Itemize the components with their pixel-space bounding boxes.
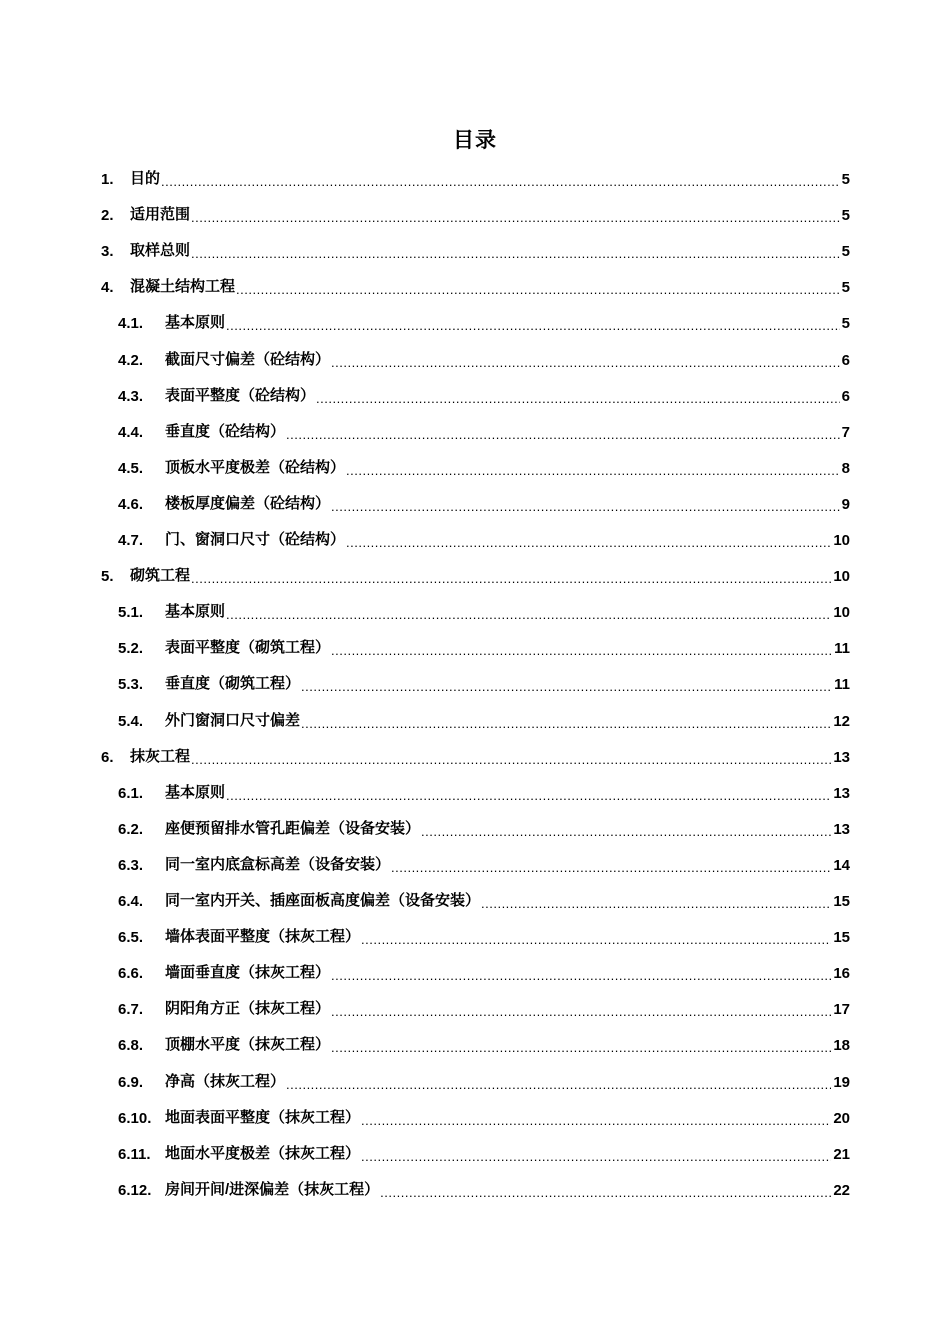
toc-entry-number: 5.2. xyxy=(118,640,144,658)
toc-entry-label: 基本原则 xyxy=(165,314,226,332)
toc-entry-number: 6.9. xyxy=(118,1073,144,1091)
toc-entry-number: 4.1. xyxy=(118,315,144,333)
toc-entry-page-number: 22 xyxy=(833,1181,850,1199)
toc-entry[interactable] xyxy=(118,848,850,874)
toc-entry-number: 6.7. xyxy=(118,1001,144,1019)
toc-entry[interactable] xyxy=(118,776,850,802)
toc-dot-leader xyxy=(361,1108,831,1127)
toc-dot-leader xyxy=(331,494,840,513)
toc-entry-label: 截面尺寸偏差（砼结构） xyxy=(165,350,331,368)
toc-entry-number: 4. xyxy=(101,279,114,297)
toc-entry-number: 4.3. xyxy=(118,387,144,405)
toc-entry-label: 楼板厚度偏差（砼结构） xyxy=(165,494,331,512)
toc-dot-leader xyxy=(481,891,831,910)
toc-entry-label: 净高（抹灰工程） xyxy=(165,1072,286,1090)
toc-entry-label: 地面水平度极差（抹灰工程） xyxy=(165,1144,361,1162)
toc-entry-number: 5.1. xyxy=(118,604,144,622)
toc-entry-page-number: 7 xyxy=(841,423,850,441)
toc-dot-leader xyxy=(286,1072,831,1091)
toc-dot-leader xyxy=(346,530,831,549)
toc-entry-label: 同一室内开关、插座面板高度偏差（设备安装） xyxy=(165,892,481,909)
toc-entry-page-number: 21 xyxy=(833,1145,850,1163)
toc-entry-number: 5. xyxy=(101,568,114,586)
toc-entry-page-number: 17 xyxy=(833,1001,850,1019)
toc-dot-leader xyxy=(301,711,831,730)
toc-entry[interactable] xyxy=(101,234,850,260)
toc-entry[interactable] xyxy=(118,992,850,1018)
toc-dot-leader xyxy=(361,1144,831,1163)
toc-entry-page-number: 6 xyxy=(841,387,850,405)
toc-entry-number: 6.1. xyxy=(118,784,144,802)
toc-entry[interactable] xyxy=(118,884,850,910)
toc-entry-page-number: 9 xyxy=(841,495,850,513)
toc-entry-page-number: 12 xyxy=(833,712,850,730)
toc-entry-number: 6.4. xyxy=(118,893,144,910)
toc-entry-page-number: 14 xyxy=(833,856,850,874)
toc-dot-leader xyxy=(226,783,831,802)
toc-dot-leader xyxy=(331,350,840,369)
toc-entry[interactable] xyxy=(118,704,850,730)
toc-dot-leader xyxy=(331,638,832,657)
toc-entry-page-number: 15 xyxy=(833,893,850,910)
toc-entry-label: 取样总则 xyxy=(130,242,191,260)
toc-dot-leader xyxy=(191,747,831,766)
toc-dot-leader xyxy=(161,169,840,188)
toc-entry-label: 房间开间/进深偏差（抹灰工程） xyxy=(165,1180,380,1198)
toc-entry-number: 4.4. xyxy=(118,423,144,441)
toc-entry-number: 6.10. xyxy=(118,1109,152,1127)
toc-dot-leader xyxy=(421,819,831,838)
toc-entry-label: 地面表面平整度（抹灰工程） xyxy=(165,1108,361,1126)
toc-entry[interactable] xyxy=(101,740,850,766)
toc-entry-number: 6. xyxy=(101,748,114,766)
toc-entry-page-number: 13 xyxy=(833,784,850,802)
toc-entry[interactable] xyxy=(118,343,850,369)
toc-dot-leader xyxy=(226,313,840,332)
toc-entry-label: 垂直度（砌筑工程） xyxy=(165,675,301,693)
toc-dot-leader xyxy=(286,422,840,441)
toc-entry-page-number: 11 xyxy=(834,640,850,658)
toc-entry[interactable] xyxy=(118,1065,850,1091)
toc-entry-label: 适用范围 xyxy=(130,206,191,224)
toc-entry-page-number: 5 xyxy=(841,207,850,225)
toc-entry-number: 2. xyxy=(101,207,114,225)
toc-entry[interactable] xyxy=(118,631,850,657)
toc-entry-page-number: 10 xyxy=(833,604,850,622)
toc-entry-label: 顶棚水平度（抹灰工程） xyxy=(165,1036,331,1054)
toc-entry-page-number: 5 xyxy=(841,315,850,333)
toc-entry-label: 表面平整度（砌筑工程） xyxy=(165,639,331,657)
toc-entry-number: 1. xyxy=(101,171,114,188)
toc-entry[interactable] xyxy=(118,956,850,982)
toc-entry[interactable] xyxy=(118,306,850,332)
toc-entry[interactable] xyxy=(118,379,850,405)
toc-entry[interactable] xyxy=(118,595,850,621)
toc-entry-number: 5.3. xyxy=(118,676,144,694)
toc-entry-label: 砌筑工程 xyxy=(130,567,191,585)
toc-entry-page-number: 5 xyxy=(841,171,850,188)
toc-entry-number: 6.2. xyxy=(118,820,144,838)
toc-entry[interactable] xyxy=(101,162,850,188)
toc-entry-page-number: 5 xyxy=(841,279,850,297)
toc-dot-leader xyxy=(331,1035,831,1054)
toc-dot-leader xyxy=(331,963,831,982)
toc-entry-label: 垂直度（砼结构） xyxy=(165,422,286,440)
toc-entry-label: 墙面垂直度（抹灰工程） xyxy=(165,964,331,982)
toc-entry-number: 6.11. xyxy=(118,1145,151,1163)
toc-entry-label: 门、窗洞口尺寸（砼结构） xyxy=(165,531,346,548)
toc-entry[interactable] xyxy=(118,1137,850,1163)
toc-entry[interactable] xyxy=(118,667,850,693)
toc-entry-number: 5.4. xyxy=(118,712,144,730)
toc-entry-page-number: 10 xyxy=(833,532,850,549)
toc-dot-leader xyxy=(301,674,832,693)
toc-title: 目录 xyxy=(453,129,497,152)
toc-entry-page-number: 16 xyxy=(833,965,850,983)
toc-dot-leader xyxy=(391,855,831,874)
toc-entry-number: 4.5. xyxy=(118,459,144,477)
toc-entry-label: 混凝土结构工程 xyxy=(130,278,236,296)
toc-entry-number: 6.3. xyxy=(118,856,144,874)
toc-entry-label: 表面平整度（砼结构） xyxy=(165,386,316,404)
toc-entry-label: 座便预留排水管孔距偏差（设备安装） xyxy=(165,819,421,837)
toc-entry-page-number: 10 xyxy=(833,568,850,586)
toc-entry[interactable] xyxy=(101,270,850,296)
toc-entry[interactable] xyxy=(101,559,850,585)
toc-entry-page-number: 19 xyxy=(833,1073,850,1091)
toc-entry-page-number: 15 xyxy=(833,929,850,947)
toc-entry-number: 6.8. xyxy=(118,1037,144,1055)
toc-entry-number: 6.6. xyxy=(118,965,144,983)
toc-dot-leader xyxy=(226,602,831,621)
toc-dot-leader xyxy=(236,277,840,296)
toc-entry[interactable] xyxy=(118,1173,850,1199)
toc-entry-page-number: 11 xyxy=(834,676,850,694)
toc-entry-label: 目的 xyxy=(130,170,161,187)
toc-dot-leader xyxy=(316,386,840,405)
toc-entry-label: 阴阳角方正（抹灰工程） xyxy=(165,1000,331,1018)
toc-entry-page-number: 13 xyxy=(833,820,850,838)
toc-entry[interactable] xyxy=(118,451,850,477)
toc-entry-number: 4.6. xyxy=(118,495,144,513)
toc-entry-number: 4.2. xyxy=(118,351,144,369)
toc-entry[interactable] xyxy=(118,812,850,838)
toc-entry[interactable] xyxy=(101,198,850,224)
toc-entry[interactable] xyxy=(118,1101,850,1127)
toc-entry-page-number: 8 xyxy=(841,459,850,477)
toc-entry-label: 墙体表面平整度（抹灰工程） xyxy=(165,928,361,946)
toc-dot-leader xyxy=(380,1180,831,1199)
toc-entry-page-number: 5 xyxy=(841,243,850,261)
toc-dot-leader xyxy=(331,999,831,1018)
toc-entry[interactable] xyxy=(118,487,850,513)
toc-entry-number: 6.12. xyxy=(118,1181,152,1199)
toc-entry-label: 同一室内底盒标高差（设备安装） xyxy=(165,855,391,873)
toc-entry[interactable] xyxy=(118,1028,850,1054)
toc-entry[interactable] xyxy=(118,523,850,549)
toc-entry[interactable] xyxy=(118,920,850,946)
toc-entry-page-number: 18 xyxy=(833,1037,850,1055)
toc-dot-leader xyxy=(361,927,831,946)
toc-entry[interactable] xyxy=(118,415,850,441)
toc-entry-label: 基本原则 xyxy=(165,603,226,621)
toc-dot-leader xyxy=(191,566,831,585)
toc-entry-label: 基本原则 xyxy=(165,783,226,801)
toc-entry-page-number: 13 xyxy=(833,748,850,766)
toc-dot-leader xyxy=(346,458,840,477)
toc-entry-number: 6.5. xyxy=(118,929,144,947)
toc-entry-number: 3. xyxy=(101,243,114,261)
toc-dot-leader xyxy=(191,241,840,260)
toc-entry-label: 抹灰工程 xyxy=(130,747,191,765)
toc-entry-page-number: 6 xyxy=(841,351,850,369)
toc-entry-label: 顶板水平度极差（砼结构） xyxy=(165,458,346,476)
toc-dot-leader xyxy=(191,205,840,224)
toc-entry-number: 4.7. xyxy=(118,532,144,549)
toc-entry-label: 外门窗洞口尺寸偏差 xyxy=(165,711,301,729)
toc-entry-page-number: 20 xyxy=(833,1109,850,1127)
